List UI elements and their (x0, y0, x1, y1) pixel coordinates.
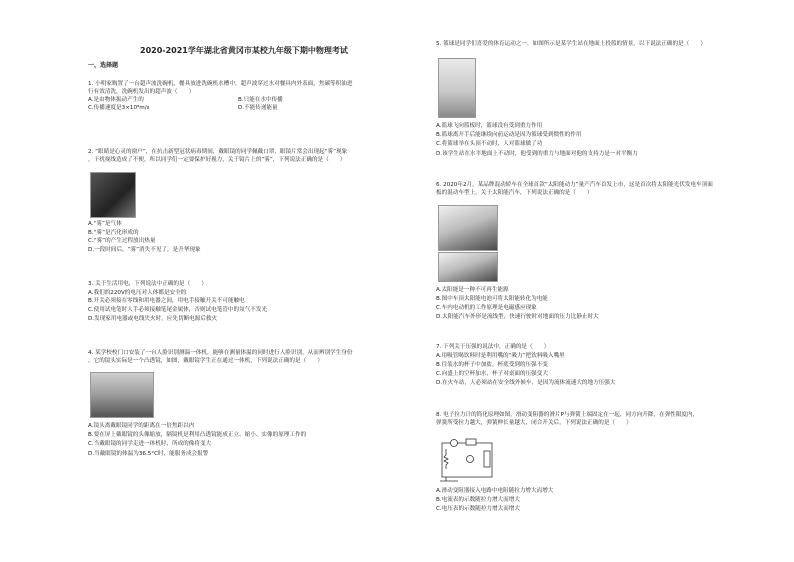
solar-car-photo-side (438, 252, 498, 282)
basketball-photo (438, 58, 476, 118)
option-c: C.向盛上的空杯加水，杯子对桌面的压强变大 (436, 370, 548, 377)
foggy-glasses-photo (90, 172, 136, 218)
option-d: D.该学生站在水平地面上不动时，他受到的重力与地面对他的支持力是一对平衡力 (436, 150, 638, 157)
question-8 (436, 411, 768, 427)
option-d: D.在火车站，人必须站在安全线外候车，是因为流体流速大的地方压强大 (436, 379, 616, 386)
question-line: 行有效清洗，洗碗机发出的超声波（ ） (88, 89, 195, 96)
question-line: 5. 篮球是同学们喜爱的体育运动之一，如图所示是某学生站在地面上投篮的情景，以下说法正确的是（ ） (436, 41, 707, 47)
option-a: A.用吸管喝饮料时是利用嘴的“吸力”把饮料吸入嘴里 (436, 352, 565, 359)
option-c: C.车内电动机的工作原理是电磁感应现象 (436, 304, 537, 311)
question-line: 8. 电子拉力计的简化原理如图，滑动变阻器的滑片P与弹簧上端固定在一起，同方向升降，在弹性限度内， (436, 412, 699, 418)
option-b: B.只能在水中传播 (238, 97, 283, 104)
option-c: C.“雾”的产生过程放出热量 (88, 238, 156, 245)
question-5 (436, 40, 768, 48)
option-a: A.我们的220V的电压对人体都是安全的 (88, 289, 187, 296)
option-b: B.开关必须接在零线和用电器之间，用电手接触开关不可能触电 (88, 298, 245, 305)
question-line: 6. 2020年2月，某品牌混动轿车在全球首款“太阳能动力”量产汽车首发上市，这是首次将太阳能光伏发电车顶面 (436, 182, 713, 188)
question-2-options (88, 220, 410, 255)
option-a: A.篮球飞向篮板时，篮球没有受到重力作用 (436, 123, 543, 129)
question-6-options (436, 286, 768, 322)
option-b: B.往装水的杯子中加盐，杯底受到的压强不变 (436, 361, 548, 368)
question-line: 板的混动车型上，关于太阳能汽车，下列说法正确的是（ ） (436, 190, 593, 197)
option-a: A.镜头离戴眼镜同学的距离在一倍焦距以内 (88, 423, 195, 429)
option-b: B.图中车顶太阳能电池可将太阳能转化为电能 (436, 295, 548, 302)
question-6 (436, 181, 768, 197)
option-c: C.将篮球举在头顶不动时，人对篮球做了功 (436, 141, 543, 148)
solar-car-photo-top (438, 205, 498, 251)
section-heading: 一、选择题 (88, 62, 119, 69)
option-d: D.一段时间后，“雾”消失不见了，是升华现象 (88, 246, 201, 253)
question-4 (88, 349, 410, 365)
question-8-options (436, 487, 768, 515)
question-2 (88, 148, 410, 164)
question-line: 1. 小明家购置了一台超声波洗碗机，餐具放进洗碗机水槽中，超声波穿过水对餐具内外表面，焦碳等积油进 (88, 81, 353, 87)
option-c: C.电压表的示数随拉力增大而增大 (436, 506, 520, 513)
page-title: 2020-2021学年湖北省黄冈市某校九年级下期中物理考试 (140, 46, 348, 55)
option-b: B.“雾”是汽化形成的 (88, 229, 139, 236)
question-line: ，它的镜头实际是一个凸透镜，如图，戴眼镜学生正在通过一体机，下列说法正确的是（ ） (88, 358, 323, 365)
option-b: B.电流表的示数随拉力增大而增大 (436, 497, 520, 504)
option-a: A.“雾”是气体 (88, 221, 122, 227)
question-5-options (436, 122, 768, 159)
option-d: D.发现家用电器或电线失火时，应先切断电源后救火 (88, 315, 218, 322)
option-d: D.太阳能汽车外形是流线型，快速行驶时对地面的压力比静止时大 (436, 313, 599, 320)
option-c: C.当戴眼镜的同学走进一体机时，所成的像将变大 (88, 441, 212, 448)
option-d: D.当戴眼镜的体温为36.5°C时，能服务成会报警 (88, 450, 209, 457)
question-line: 2. “眼睛是心灵的窗户”，在抗击新型冠状病毒期间，戴眼镜的同学佩戴口罩，眼镜片常会出现起“雾”现象 (88, 149, 348, 155)
option-a: A.滑动变阻器接入电路中电阻随拉力增大而增大 (436, 488, 554, 494)
option-b: B.要在屏上戴眼镜的头像缩放，隔镜机是利用凸透镜能成正立、缩小、实像的原理工作的 (88, 432, 307, 439)
question-4-options (88, 422, 410, 459)
option-c: C.传播速度是3×10⁸m/s (88, 105, 150, 112)
option-d: D.不能传递能量 (238, 105, 278, 112)
option-a: A.太阳能是一种不可再生能源 (436, 287, 509, 293)
question-line: 弹簧所受拉力越大，弹簧伸长量越大，闭合开关后，下列说法正确的是（ ） (436, 420, 632, 427)
question-line: ，干扰视线造成了不便，所以同学们一定要保护好视力，关于镜片上的“雾”，下列说法正确的是（ ） (88, 157, 346, 164)
question-line: 3. 关于生活用电，下列说法中正确的是（ ） (88, 281, 207, 287)
option-c: C.使用试电笔时人手必须接触笔尾金属体，否则试电笔管中的氖气不发光 (88, 306, 268, 313)
question-line: 4. 某学校校门口安装了一台人脸识别测温一体机，能够在测量体温的同时进行人脸识别，从而辨别学生身份 (88, 350, 353, 356)
question-3 (88, 280, 410, 323)
option-b: B.篮球离开手后能继续向前运动是因为篮球受到惯性的作用 (436, 132, 582, 139)
question-7 (436, 343, 768, 388)
question-1 (88, 80, 410, 112)
question-line: 7. 下列关于压强的说法中，正确的是（ ） (436, 344, 550, 350)
circuit-diagram (436, 437, 498, 483)
temperature-kiosk-photo (90, 372, 154, 418)
option-a: A.是由物体振动产生的 (88, 97, 144, 104)
